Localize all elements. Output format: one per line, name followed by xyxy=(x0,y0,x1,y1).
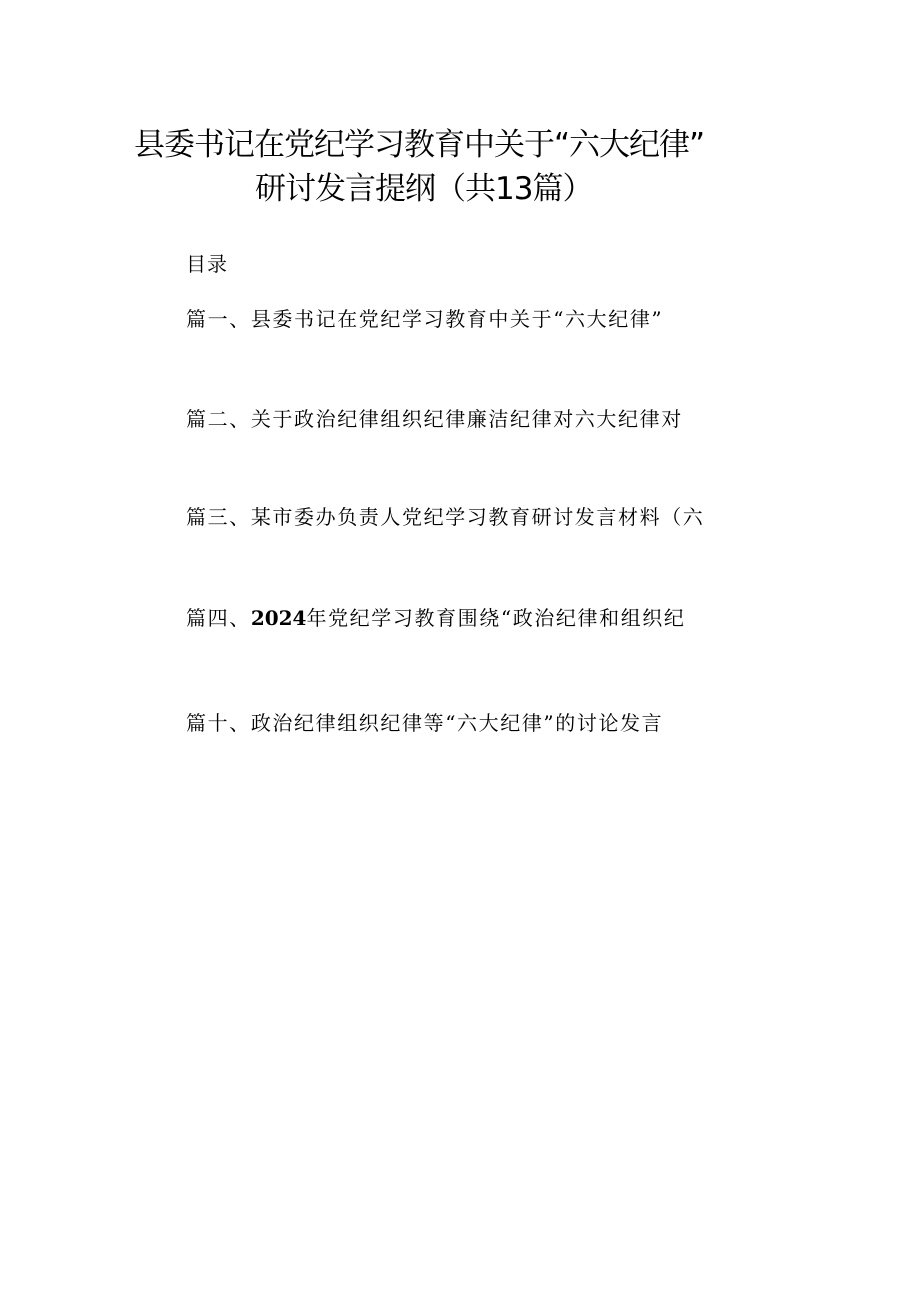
toc-entry-text: 某市委办负责人党纪学习教育研讨发言材料（六 xyxy=(250,505,705,529)
toc-entry-prefix: 篇四、 xyxy=(186,606,251,630)
document-title-line-2: 研讨发言提纲（共13篇） xyxy=(255,171,593,207)
toc-entry-prefix: 篇一、 xyxy=(186,307,251,331)
toc-entry-text: 县委书记在党纪学习教育中关于“六大纪律” xyxy=(250,307,664,331)
toc-entry-prefix: 篇三、 xyxy=(186,505,251,529)
toc-entry-year: 2024 xyxy=(250,606,307,630)
toc-entry-2[interactable] xyxy=(186,403,683,432)
toc-entry-3[interactable] xyxy=(186,501,704,530)
toc-entry-1[interactable] xyxy=(186,303,663,332)
toc-entry-text: 年党纪学习教育围绕“政治纪律和组织纪 xyxy=(306,606,686,630)
toc-entry-4[interactable] xyxy=(186,602,686,631)
toc-heading: 目录 xyxy=(186,252,228,276)
toc-entry-prefix: 篇十、 xyxy=(186,711,251,735)
toc-entry-text: 关于政治纪律组织纪律廉洁纪律对六大纪律对 xyxy=(250,407,683,431)
toc-entry-prefix: 篇二、 xyxy=(186,407,251,431)
toc-entry-text: 政治纪律组织纪律等“六大纪律”的讨论发言 xyxy=(250,711,664,735)
document-title-line-1: 县委书记在党纪学习教育中关于“六大纪律” xyxy=(134,127,705,163)
toc-entry-5[interactable] xyxy=(186,707,663,736)
